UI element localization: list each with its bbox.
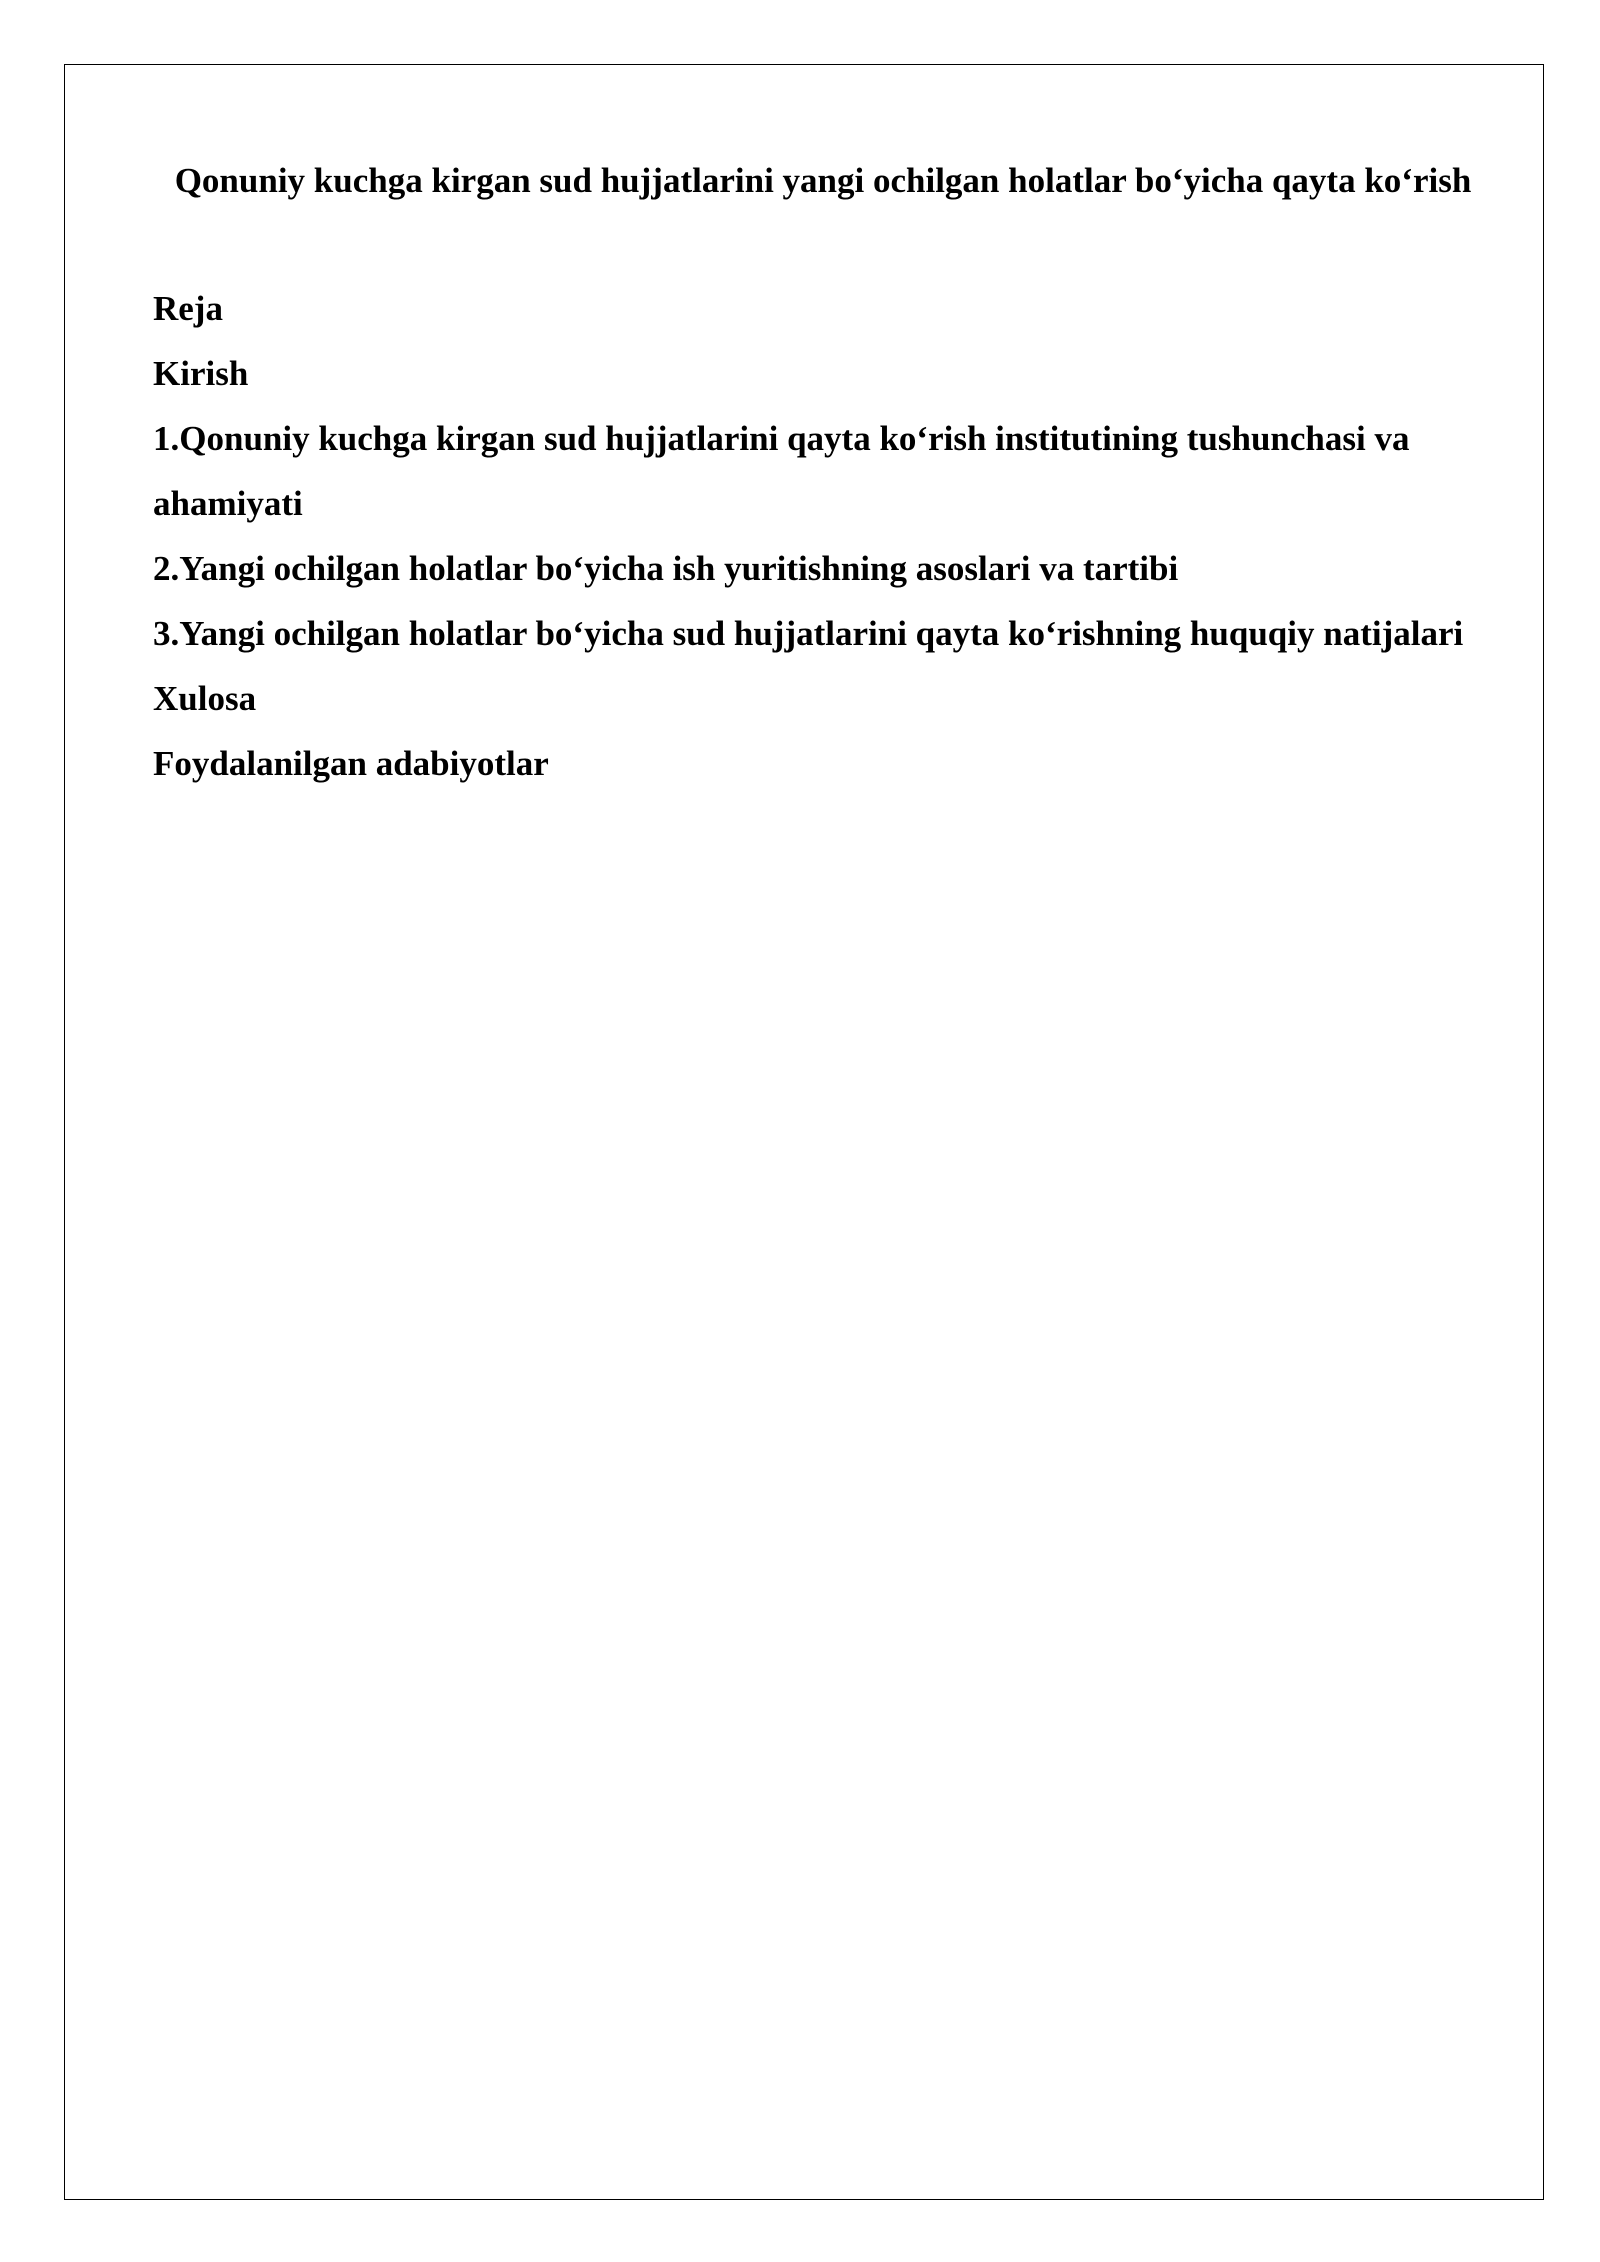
document-title: Qonuniy kuchga kirgan sud hujjatlarini yangi ochilgan holatlar bo‘yicha qayta ko‘rish — [174, 161, 1472, 200]
document-body — [153, 148, 1473, 796]
plan-item-1: 1.Qonuniy kuchga kirgan sud hujjatlarini qayta ko‘rish institutining tushunchasi va ahamiyati — [153, 419, 1410, 523]
plan-item-references: Foydalanilgan adabiyotlar — [153, 744, 549, 783]
plan-item-2: 2.Yangi ochilgan holatlar bo‘yicha ish yuritishning asoslari va tartibi — [153, 549, 1179, 588]
plan-heading: Reja — [153, 289, 223, 328]
plan-item-intro: Kirish — [153, 354, 249, 393]
plan-item-conclusion: Xulosa — [153, 679, 257, 718]
plan-section — [153, 276, 1473, 796]
plan-item-3: 3.Yangi ochilgan holatlar bo‘yicha sud hujjatlarini qayta ko‘rishning huquqiy natijalari — [153, 614, 1464, 653]
